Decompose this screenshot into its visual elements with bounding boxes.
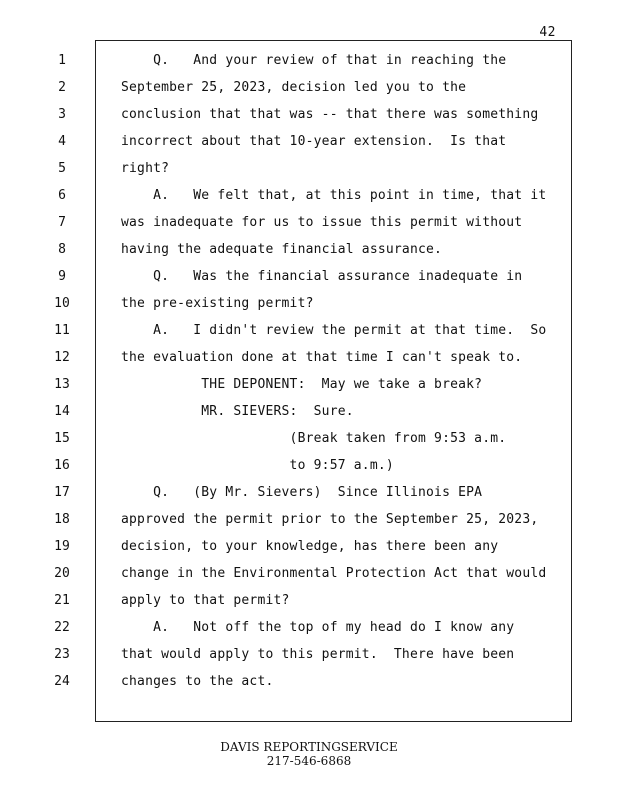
line-number: 5	[58, 161, 66, 176]
footer-phone: 217-546-6868	[266, 754, 352, 768]
line-number: 13	[54, 377, 70, 392]
line-text: (Break taken from 9:53 a.m.	[121, 431, 507, 446]
line-text: A. Not off the top of my head do I know any	[121, 620, 515, 635]
line-text: approved the permit prior to the September 25, 2023,	[121, 512, 539, 527]
line-text: Q. Was the financial assurance inadequate in	[121, 269, 523, 284]
line-number: 1	[58, 53, 66, 68]
line-text: decision, to your knowledge, has there been any	[121, 539, 499, 554]
line-text: was inadequate for us to issue this permit without	[121, 215, 523, 230]
line-text: conclusion that that was -- that there was something	[121, 107, 539, 122]
line-number: 24	[54, 674, 70, 689]
line-number: 3	[58, 107, 66, 122]
line-number: 18	[54, 512, 70, 527]
line-text: incorrect about that 10-year extension. Is that	[121, 134, 507, 149]
line-number: 17	[54, 485, 70, 500]
line-text: A. We felt that, at this point in time, that it	[121, 188, 547, 203]
line-text: changes to the act.	[121, 674, 274, 689]
line-text: change in the Environmental Protection Act that would	[121, 566, 547, 581]
line-number: 2	[58, 80, 66, 95]
line-number: 9	[58, 269, 66, 284]
line-number: 4	[58, 134, 66, 149]
footer	[0, 740, 618, 768]
line-number: 12	[54, 350, 70, 365]
line-number: 6	[58, 188, 66, 203]
line-text: THE DEPONENT: May we take a break?	[121, 377, 483, 392]
line-text: to 9:57 a.m.)	[121, 458, 394, 473]
line-text: the evaluation done at that time I can't speak to.	[121, 350, 523, 365]
line-text: September 25, 2023, decision led you to the	[121, 80, 467, 95]
line-number: 15	[54, 431, 70, 446]
line-number: 20	[54, 566, 70, 581]
line-number: 7	[58, 215, 66, 230]
line-text: MR. SIEVERS: Sure.	[121, 404, 354, 419]
line-text: that would apply to this permit. There have been	[121, 647, 515, 662]
line-number: 21	[54, 593, 70, 608]
line-number: 22	[54, 620, 70, 635]
line-number: 19	[54, 539, 70, 554]
line-text: Q. (By Mr. Sievers) Since Illinois EPA	[121, 485, 483, 500]
line-text: apply to that permit?	[121, 593, 290, 608]
page-number: 42	[539, 25, 556, 40]
line-text: having the adequate financial assurance.	[121, 242, 443, 257]
line-text: right?	[121, 161, 170, 176]
line-text: Q. And your review of that in reaching the	[121, 53, 507, 68]
line-number: 10	[54, 296, 70, 311]
footer-company: DAVIS REPORTINGSERVICE	[220, 740, 398, 754]
line-number: 8	[58, 242, 66, 257]
line-number: 16	[54, 458, 70, 473]
line-number: 23	[54, 647, 70, 662]
line-number: 14	[54, 404, 70, 419]
line-text: the pre-existing permit?	[121, 296, 314, 311]
line-number: 11	[54, 323, 70, 338]
line-text: A. I didn't review the permit at that time. So	[121, 323, 547, 338]
